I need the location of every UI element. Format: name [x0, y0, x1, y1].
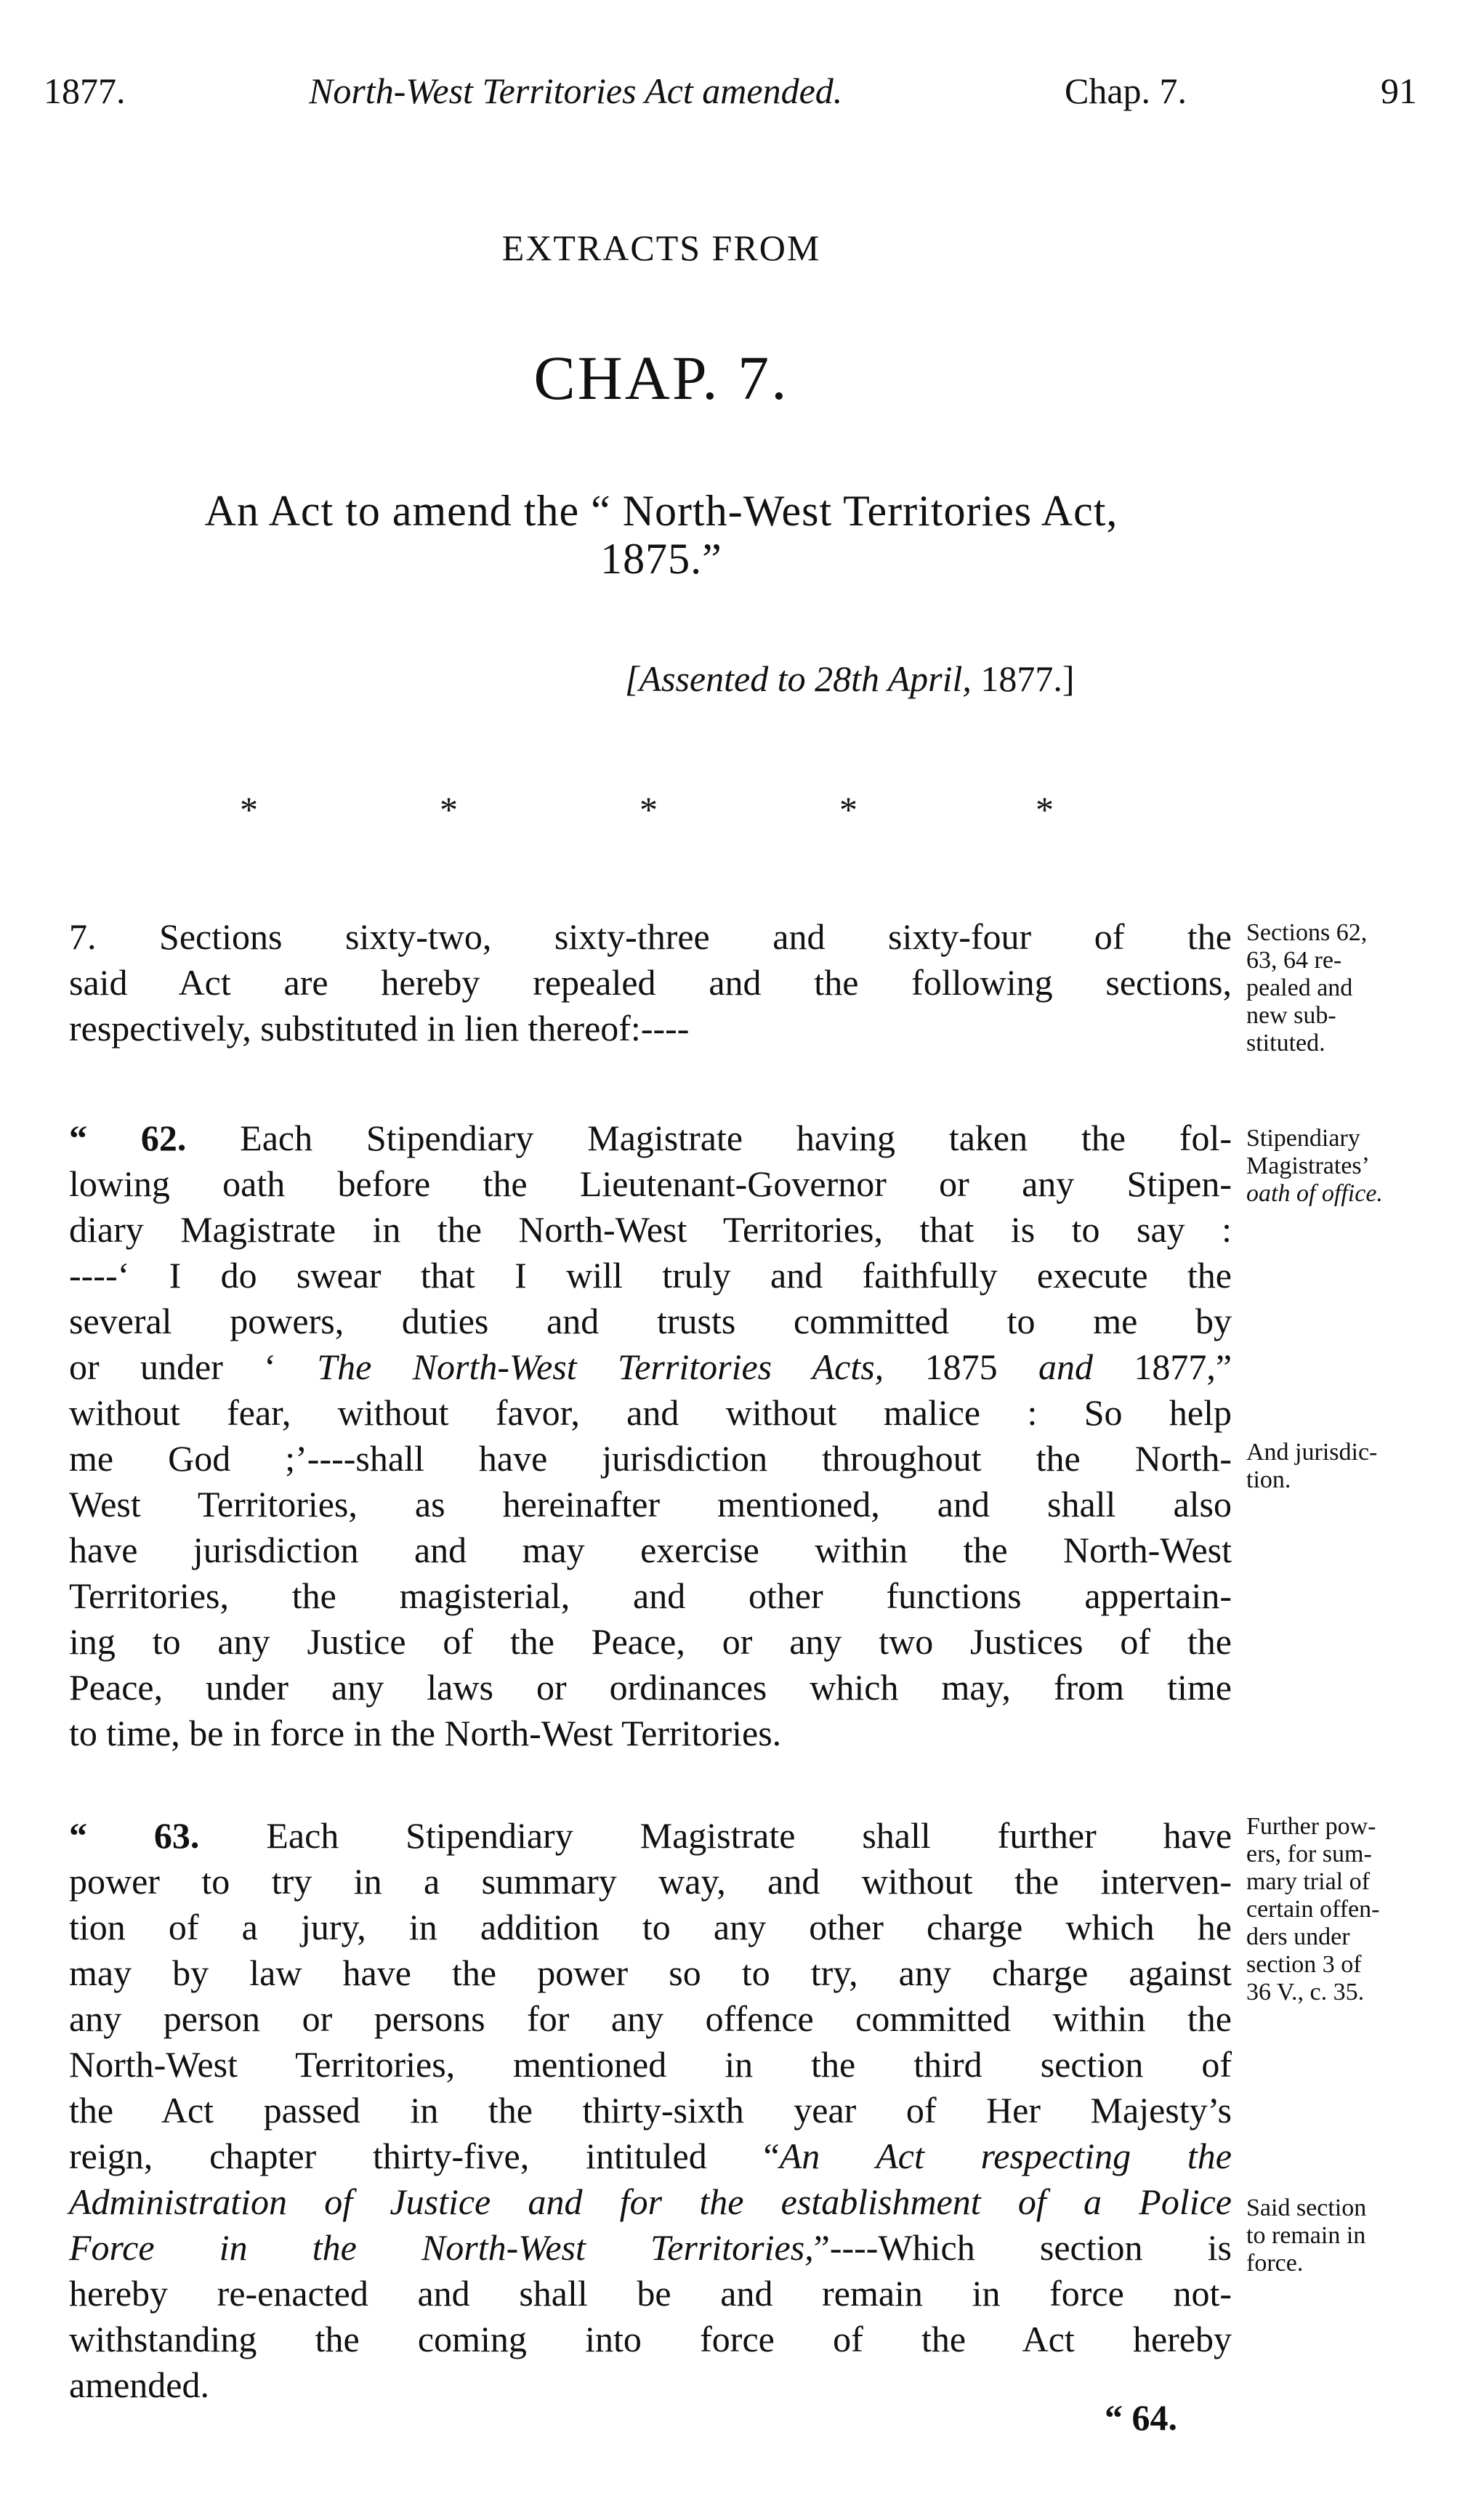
marginal-note-line: force.: [1246, 2250, 1304, 2277]
text-span: or under ‘: [69, 1346, 276, 1387]
running-head-chapter: Chap. 7.: [1065, 70, 1187, 111]
text-line: diary Magistrate in the North-West Territories, that is to say :: [69, 1209, 1232, 1250]
text-line: Peace, under any laws or ordinances which may, from time: [69, 1667, 1232, 1708]
text-line: several powers, duties and trusts committed to me by: [69, 1301, 1232, 1341]
marginal-note-line: tion.: [1246, 1466, 1291, 1493]
text-line: hereby re-enacted and shall be and remain in force not-: [69, 2273, 1232, 2314]
asterisk: *: [639, 789, 658, 830]
marginal-note-oath: [1246, 1125, 1479, 1208]
marginal-note-line: section 3 of: [1246, 1951, 1362, 1978]
text-line: without fear, without favor, and without malice : So help: [69, 1392, 1232, 1433]
text-span: Each Stipendiary Magistrate having taken the fol-: [240, 1118, 1232, 1158]
text-line: have jurisdiction and may exercise within the North-West: [69, 1530, 1232, 1570]
text-line: [69, 1813, 1232, 1859]
marginal-note-line: 63, 64 re-: [1246, 947, 1342, 974]
text-line: respectively, substituted in lien thereof:----: [69, 1008, 690, 1049]
marginal-note-line: ers, for sum-: [1246, 1841, 1372, 1867]
assent-date: [625, 658, 1075, 700]
text-line: [69, 2133, 1232, 2179]
text-line: Territories, the magisterial, and other functions appertain-: [69, 1575, 1232, 1616]
marginal-note-line: pealed and: [1246, 974, 1353, 1001]
text-span: 1877,”: [1134, 1346, 1232, 1387]
text-line: said Act are hereby repealed and the following sections,: [69, 962, 1232, 1003]
text-line: West Territories, as hereinafter mentioned, and shall also: [69, 1484, 1232, 1524]
section-number: “ 63.: [69, 1815, 200, 1856]
chapter-heading: CHAP. 7.: [533, 343, 789, 413]
text-span: reign, chapter thirty-five, intituled “: [69, 2136, 780, 2176]
marginal-note-line: Sections 62,: [1246, 919, 1368, 946]
marginal-note-line: And jurisdic-: [1246, 1439, 1378, 1466]
text-line: any person or persons for any offence committed within the: [69, 1998, 1232, 2039]
text-span: ”----Which section is: [813, 2227, 1232, 2268]
text-line: withstanding the coming into force of the Act hereby: [69, 2319, 1232, 2359]
text-line: power to try in a summary way, and without the interven-: [69, 1861, 1232, 1902]
text-line: [69, 1344, 1232, 1390]
text-line: amended.: [69, 2364, 209, 2405]
marginal-note-line: Further pow-: [1246, 1813, 1376, 1840]
running-head-title: North-West Territories Act amended.: [309, 70, 843, 111]
marginal-note-line: mary trial of: [1246, 1868, 1370, 1895]
page-number: 91: [1381, 70, 1417, 111]
text-line: may by law have the power so to try, any charge against: [69, 1952, 1232, 1993]
text-line: to time, be in force in the North-West Territories.: [69, 1713, 782, 1753]
marginal-note-line: 36 V., c. 35.: [1246, 1979, 1365, 2006]
assent-text: [Assented to 28th April,: [625, 658, 972, 699]
italic-and: and: [1038, 1346, 1093, 1387]
text-span: Each Stipendiary Magistrate shall further have: [266, 1815, 1232, 1856]
act-title-line: 1875.”: [600, 535, 722, 583]
text-line: tion of a jury, in addition to any other charge which he: [69, 1907, 1232, 1947]
marginal-note-line: Said section: [1246, 2194, 1367, 2221]
text-line: 7. Sections sixty-two, sixty-three and sixty-four of the: [69, 916, 1232, 957]
marginal-note-line: stituted.: [1246, 1030, 1325, 1057]
section-7: [69, 914, 1232, 1051]
catchword: “ 64.: [1105, 2397, 1177, 2438]
text-line: ----‘ I do swear that I will truly and faithfully execute the: [69, 1255, 1232, 1296]
italic-act-title: An Act respecting the: [779, 2136, 1232, 2176]
asterisk: *: [1036, 789, 1054, 830]
asterisk: *: [839, 789, 857, 830]
section-63: [69, 1813, 1232, 2408]
text-line: Administration of Justice and for the establishment of a Police: [69, 2181, 1232, 2222]
act-title-line: An Act to amend the “ North-West Territories Act,: [204, 487, 1118, 535]
marginal-note-summary-trial: [1246, 1813, 1479, 2006]
marginal-note-remain-in-force: [1246, 2194, 1479, 2277]
running-head: [44, 70, 1424, 113]
marginal-note-line: certain offen-: [1246, 1896, 1380, 1923]
asterisk-separator: [0, 788, 1481, 839]
marginal-note-line: Stipendiary: [1246, 1125, 1360, 1152]
italic-act-title: Force in the North-West Territories,: [69, 2227, 814, 2268]
assent-year: 1877.]: [980, 658, 1075, 699]
asterisk: *: [240, 789, 258, 830]
section-62: [69, 1115, 1232, 1756]
marginal-note-line: Magistrates’: [1246, 1152, 1370, 1179]
text-line: [69, 2225, 1232, 2271]
extracts-heading: EXTRACTS FROM: [501, 227, 821, 268]
marginal-note-jurisdiction: [1246, 1439, 1479, 1494]
text-span: 1875: [924, 1346, 998, 1387]
text-line: [69, 1115, 1232, 1161]
marginal-note-line: oath of office.: [1246, 1180, 1383, 1207]
running-head-year: 1877.: [44, 70, 126, 111]
text-line: lowing oath before the Lieutenant-Governor or any Stipen-: [69, 1163, 1232, 1204]
text-line: North-West Territories, mentioned in the third section of: [69, 2044, 1232, 2085]
section-number: “ 62.: [69, 1118, 187, 1158]
asterisk: *: [440, 789, 458, 830]
text-line: me God ;’----shall have jurisdiction throughout the North-: [69, 1438, 1232, 1479]
act-title: [65, 487, 1257, 583]
marginal-note-repeal: [1246, 919, 1479, 1057]
marginal-note-line: new sub-: [1246, 1002, 1336, 1029]
marginal-note-line: to remain in: [1246, 2222, 1366, 2249]
italic-act-title: The North-West Territories Acts,: [317, 1346, 884, 1387]
text-line: the Act passed in the thirty-sixth year of Her Majesty’s: [69, 2090, 1232, 2131]
marginal-note-line: ders under: [1246, 1923, 1350, 1950]
text-line: ing to any Justice of the Peace, or any two Justices of the: [69, 1621, 1232, 1662]
